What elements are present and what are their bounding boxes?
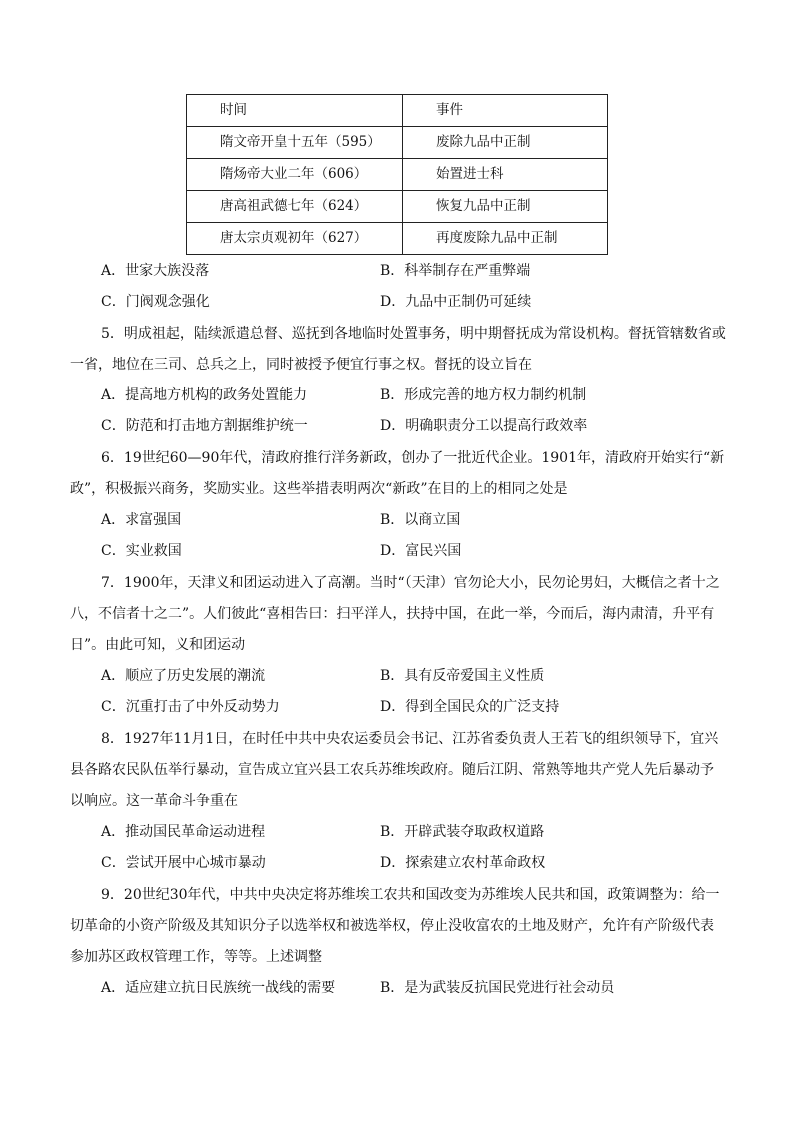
table-cell-event: 废除九品中正制: [403, 127, 608, 159]
q5-option-c: C．防范和打击地方割据维护统一: [101, 418, 308, 434]
q7-option-a: A．顺应了历史发展的潮流: [101, 668, 266, 684]
q4-option-a: A．世家大族没落: [101, 263, 210, 279]
table-cell-time: 唐太宗贞观初年（627）: [187, 223, 403, 255]
table-header-time: 时间: [187, 95, 403, 127]
q5-stem-line-2: 一省，地位在三司、总兵之上，同时被授予便宜行事之权。督抚的设立旨在: [70, 357, 532, 373]
q5-option-d: D．明确职责分工以提高行政效率: [380, 418, 588, 434]
q6-option-d: D．富民兴国: [380, 543, 462, 559]
q5-option-b: B．形成完善的地方权力制约机制: [380, 387, 587, 403]
table-row: [187, 223, 608, 255]
q9-option-b: B．是为武装反抗国民党进行社会动员: [380, 980, 615, 996]
table-cell-event: 始置进士科: [403, 159, 608, 191]
q7-option-b: B．具有反帝爱国主义性质: [380, 668, 545, 684]
table-header-event: 事件: [403, 95, 608, 127]
q5-option-a: A．提高地方机构的政务处置能力: [101, 387, 308, 403]
table-row: [187, 191, 608, 223]
table-row: [187, 127, 608, 159]
q9-stem-line-2: 切革命的小资产阶级及其知识分子以选举权和被选举权，停止没收富农的土地及财产，允许有产阶级代表: [70, 918, 714, 934]
q4-option-b: B．科举制存在严重弊端: [380, 263, 531, 279]
q8-stem-line-1: 8．1927年11月1日，在时任中共中央农运委员会书记、江苏省委负责人王若飞的组织领导下，宜兴: [101, 731, 719, 747]
table-row: [187, 159, 608, 191]
table-cell-time: 唐高祖武德七年（624）: [187, 191, 403, 223]
q8-option-d: D．探索建立农村革命政权: [380, 855, 546, 871]
event-table: [186, 94, 608, 255]
q7-option-d: D．得到全国民众的广泛支持: [380, 699, 560, 715]
q9-stem-line-1: 9．20世纪30年代，中共中央决定将苏维埃工农共和国改变为苏维埃人民共和国，政策调整为：给一: [101, 887, 720, 903]
q4-option-c: C．门阀观念强化: [101, 294, 210, 310]
q8-option-a: A．推动国民革命运动进程: [101, 824, 266, 840]
table-header-row: [187, 95, 608, 127]
q8-stem-line-3: 以响应。这一革命斗争重在: [70, 793, 238, 809]
q6-stem-line-2: 政”，积极振兴商务，奖励实业。这些举措表明两次“新政”在目的上的相同之处是: [70, 481, 568, 497]
q4-option-d: D．九品中正制仍可延续: [380, 294, 532, 310]
q9-stem-line-3: 参加苏区政权管理工作，等等。上述调整: [70, 949, 322, 965]
q5-stem-line-1: 5．明成祖起，陆续派遣总督、巡抚到各地临时处置事务，明中期督抚成为常设机构。督抚管辖数省或: [101, 326, 726, 342]
q7-stem-line-1: 7．1900年，天津义和团运动进入了高潮。当时“（天津）官勿论大小，民勿论男妇，大概信之者十之: [101, 575, 720, 591]
table-cell-time: 隋炀帝大业二年（606）: [187, 159, 403, 191]
table-cell-event: 恢复九品中正制: [403, 191, 608, 223]
q6-option-a: A．求富强国: [101, 512, 182, 528]
q8-option-b: B．开辟武装夺取政权道路: [380, 824, 545, 840]
q6-option-c: C．实业救国: [101, 543, 182, 559]
table-cell-time: 隋文帝开皇十五年（595）: [187, 127, 403, 159]
q6-option-b: B．以商立国: [380, 512, 461, 528]
q6-stem-line-1: 6．19世纪60—90年代，清政府推行洋务新政，创办了一批近代企业。1901年，清政府开始实行“新: [101, 450, 725, 466]
q7-stem-line-3: 日”。由此可知，义和团运动: [70, 637, 246, 653]
q8-stem-line-2: 县各路农民队伍举行暴动，宣告成立宜兴县工农兵苏维埃政府。随后江阴、常熟等地共产党人先后暴动予: [70, 762, 714, 778]
q9-option-a: A．适应建立抗日民族统一战线的需要: [101, 980, 336, 996]
q7-option-c: C．沉重打击了中外反动势力: [101, 699, 280, 715]
table-cell-event: 再度废除九品中正制: [403, 223, 608, 255]
q8-option-c: C．尝试开展中心城市暴动: [101, 855, 266, 871]
q7-stem-line-2: 八，不信者十之二”。人们彼此“喜相告曰：扫平洋人，扶持中国，在此一举，今而后，海内肃清，升平有: [70, 606, 715, 622]
